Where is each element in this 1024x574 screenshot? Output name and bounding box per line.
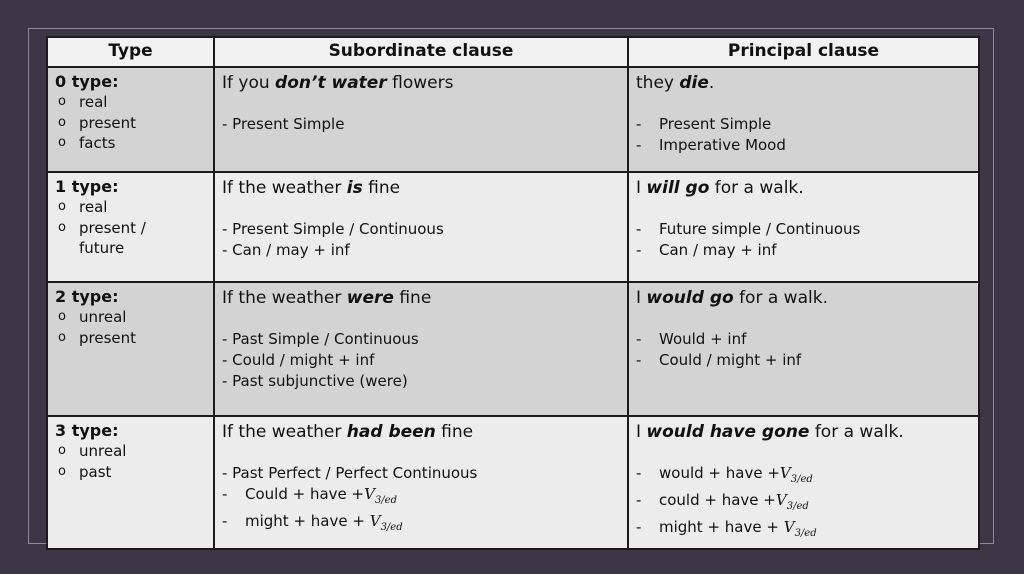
note-line: - would + have $+V_{3/ed}$ [636,464,813,485]
bullet-icon: o [58,463,66,479]
principal-cell [628,172,979,282]
note-line: - Could + have $+V_{3/ed}$ [222,485,397,506]
note-line: - Past subjunctive (were) [222,372,408,390]
type-bullets [55,441,206,482]
note-line: - Present Simple [222,115,345,133]
list-item: o real [58,198,108,216]
bullet-icon: o [58,329,66,345]
note-line: - could + have $+V_{3/ed}$ [636,491,809,512]
header-row [47,37,979,67]
type-cell [47,67,214,172]
header-type: Type [47,37,214,67]
principal-example: they die. [636,73,715,93]
table-row [47,416,979,549]
principal-notes [636,463,971,544]
subordinate-cell [214,172,628,282]
bullet-icon: o [58,114,66,130]
note-line: - Imperative Mood [636,136,786,154]
header-principal: Principal clause [628,37,979,67]
principal-example: I would go for a walk. [636,288,828,308]
list-item: o real [58,93,108,111]
bullet-icon: o [58,219,66,235]
subordinate-cell [214,67,628,172]
header-subordinate: Subordinate clause [214,37,628,67]
note-line: - Past Perfect / Perfect Continuous [222,464,478,482]
subordinate-example: If the weather had been fine [222,422,474,442]
note-line: - might + have + $V_{3/ed}$ [222,512,403,533]
principal-notes [636,329,971,371]
type-cell [47,172,214,282]
list-item: o past [58,462,112,481]
note-line: - Would + inf [636,330,747,348]
type-label: 1 type: [55,177,119,196]
type-bullets [55,197,206,259]
type-cell [47,416,214,549]
table-row [47,282,979,416]
v3ed-formula: $V_{3/ed}$ [779,464,813,485]
type-bullets [55,307,206,348]
list-item: o present [58,113,137,132]
subordinate-notes [222,219,620,261]
list-item: o unreal [58,308,127,326]
principal-cell [628,282,979,416]
note-line: - Could / might + inf [636,351,802,369]
principal-cell [628,67,979,172]
bullet-icon: o [58,199,66,214]
note-line: - Can / may + inf [222,241,350,259]
note-line: - might + have + $V_{3/ed}$ [636,518,817,539]
type-label: 0 type: [55,72,119,91]
list-item: o unreal [58,442,127,460]
table-row [47,67,979,172]
v3ed-formula: $V_{3/ed}$ [775,491,809,512]
principal-example: I would have gone for a walk. [636,422,904,442]
principal-notes [636,114,971,156]
bullet-icon: o [58,94,66,109]
v3ed-formula: $V_{3/ed}$ [369,512,403,533]
type-label: 2 type: [55,287,119,306]
subordinate-notes [222,329,620,392]
subordinate-cell [214,416,628,549]
bullet-icon: o [58,443,66,458]
note-line: - Present Simple [636,115,772,133]
note-line: - Can / may + inf [636,241,777,259]
bullet-icon: o [58,135,66,150]
subordinate-example: If you don’t water flowers [222,73,454,93]
list-item: future [79,239,125,257]
note-line: - Future simple / Continuous [636,220,861,238]
v3ed-formula: $V_{3/ed}$ [364,485,397,506]
table-row [47,172,979,282]
list-item: o present [58,328,137,347]
type-bullets [55,92,206,154]
subordinate-cell [214,282,628,416]
v3ed-formula: $V_{3/ed}$ [783,518,817,539]
conditionals-table [46,36,980,550]
note-line: - Present Simple / Continuous [222,220,444,238]
note-line: - Past Simple / Continuous [222,330,419,348]
subordinate-notes [222,114,620,135]
subordinate-example: If the weather were fine [222,288,432,308]
subordinate-example: If the weather is fine [222,178,401,198]
bullet-icon: o [58,309,66,324]
principal-notes [636,219,971,261]
list-item: o facts [58,134,116,152]
type-cell [47,282,214,416]
type-label: 3 type: [55,421,119,440]
principal-example: I will go for a walk. [636,178,804,198]
principal-cell [628,416,979,549]
note-line: - Could / might + inf [222,351,375,369]
subordinate-notes [222,463,620,538]
list-item: o present / [58,218,146,237]
